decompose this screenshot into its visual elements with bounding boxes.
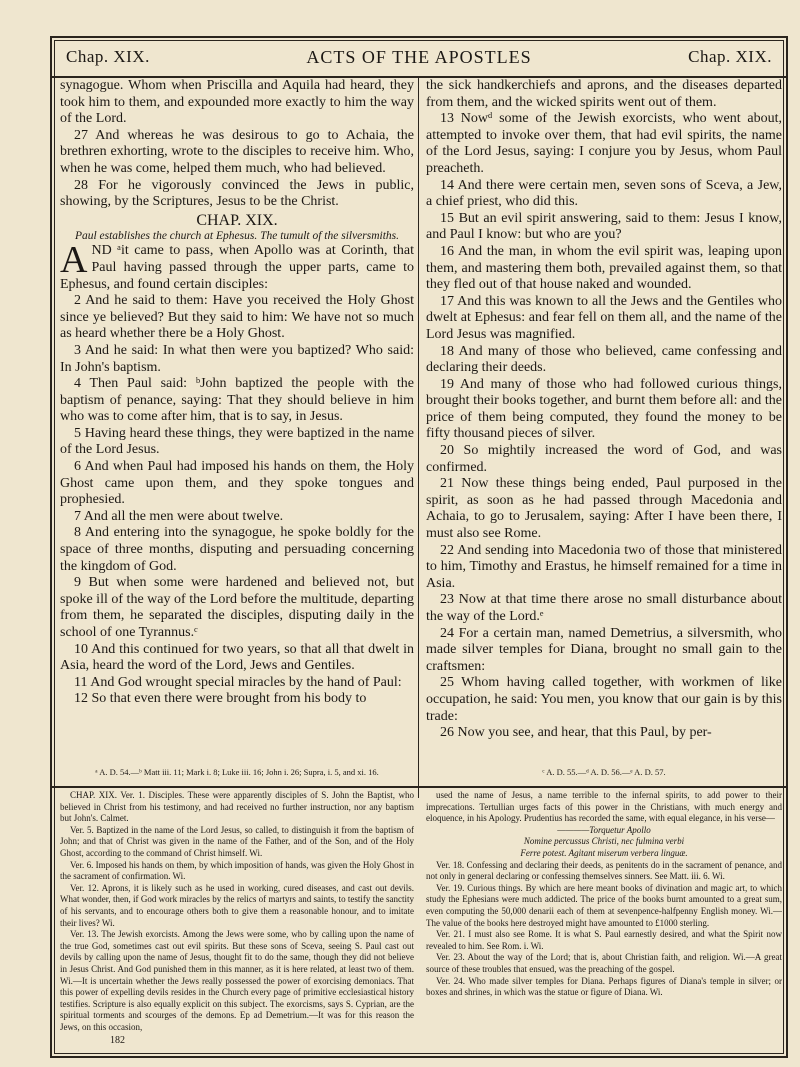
footnote-references-right: ᶜ A. D. 55.—ᵈ A. D. 56.—ᵉ A. D. 57. <box>542 767 666 777</box>
chapter-summary: Paul establishes the church at Ephesus. The tumult of the silversmiths. <box>74 230 400 243</box>
note: Ver. 12. Aprons, it is likely such as he used in working, cured diseases, and cast out devils. What wonder, then, if God work miracles by the relics of martyrs and saints, to testify the sanctity of his servants, and to encourage others both to give them a reasonable honour, and to imitate their lives? Wi. <box>60 882 414 928</box>
verse-14: 14 And there were certain men, seven sons of Sceva, a Jew, a chief priest, who did this. <box>426 177 782 210</box>
book-title: ACTS OF THE APOSTLES <box>306 46 532 67</box>
verse-13: 13 Nowᵈ some of the Jewish exorcists, who went about, attempted to invoke over them, that had evil spirits, the name of the Lord Jesus, saying: I conjure you by Jesus, whom Paul preacheth. <box>426 111 782 176</box>
verse-19: 19 And many of those who had followed curious things, brought their books together, and burnt them before all: and the price of them being computed, they found the money to be fifty thousand pieces of silver. <box>426 376 782 442</box>
commentary-left <box>60 790 414 1052</box>
verse-15: 15 But an evil spirit answering, said to them: Jesus I know, and Paul I know: but who are you? <box>426 210 782 243</box>
page-frame <box>50 36 788 1058</box>
footnote-references-left: ᵃ A. D. 54.—ᵇ Matt iii. 11; Mark i. 8; Luke iii. 16; John i. 26; Supra, i. 5, and xi. 16. <box>95 767 379 777</box>
note: Ver. 5. Baptized in the name of the Lord Jesus, so called, to distinguish it from the baptism of John; and that of Christ was given in the name of the Father, and of the Son, and of the Holy Ghost, according to the command of Christ himself. Wi. <box>60 824 414 858</box>
verse-24: 24 For a certain man, named Demetrius, a silversmith, who made silver temples for Diana, brought no small gain to the craftsmen: <box>426 625 782 674</box>
verse-quote: Ferre potest. Agitant miserum verbera linguæ. <box>520 847 688 858</box>
notes-divider <box>52 786 786 788</box>
verse-18: 18 And many of those who believed, came confessing and declaring their deeds. <box>426 343 782 376</box>
verse-4: 4 Then Paul said: ᵇJohn baptized the people with the baptism of penance, saying: That they should believe in him who was to come after him, that is to say, in Jesus. <box>60 376 414 425</box>
verse-28: 28 For he vigorously convinced the Jews in public, showing, by the Scriptures, Jesus to be the Christ. <box>60 177 414 210</box>
verse-12-continued: the sick handkerchiefs and aprons, and the diseases departed from them, and the wicked spirits went out of them. <box>426 78 782 110</box>
verse-quote: Nomine percussus Christi, nec fulmina verbi <box>523 836 685 847</box>
verse-11: 11 And God wrought special miracles by the hand of Paul: <box>74 674 402 690</box>
page-number: 182 <box>110 1035 125 1047</box>
verse-12: 12 So that even there were brought from his body to <box>74 691 367 707</box>
verse-1 <box>60 239 414 293</box>
verse-2: 2 And he said to them: Have you received the Holy Ghost since ye believed? But they said to him: We have not so much as heard whether there be a Holy Ghost. <box>60 293 414 342</box>
note: used the name of Jesus, a name terrible to the infernal spirits, to add power to their imprecations. Tertullian urges facts of this power in the Christians, with much energy and eloquence, in his Apology. Prudentius has recorded the same, with equal elegance, in his verse— <box>426 790 782 824</box>
verse-7: 7 And all the men were about twelve. <box>74 508 284 524</box>
drop-cap: A <box>60 239 88 282</box>
note: Ver. 19. Curious things. By which are here meant books of divination and magic art, to which study the Ephesians were much addicted. The price of the books burnt amounted to a great sum, even computing the 50,000 denarii each of them at sevenpence-halfpenny English money. Wi.—The value of the books here destroyed might have amounted to £1000 sterling. <box>426 882 782 928</box>
verse-text: synagogue. Whom when Priscilla and Aquila had heard, they took him to them, and expounded more exactly to him the way of the Lord. <box>60 78 414 127</box>
verse-26: 26 Now you see, and hear, that this Paul, by per- <box>440 725 712 741</box>
note: Ver. 24. Who made silver temples for Diana. Perhaps figures of Diana's temple in silver; or boxes and shrines, in which was the statue or figure of Diana. Wi. <box>426 975 782 998</box>
left-column <box>60 78 414 756</box>
running-header <box>52 38 786 78</box>
verse-27: 27 And whereas he was desirous to go to Achaia, the brethren exhorting, wrote to the disciples to receive him. Who, when he was come, helped them much, who had believed. <box>60 127 414 176</box>
note: Ver. 18. Confessing and declaring their deeds, as penitents do in the sacrament of penance, and not only in general declaring or confessing themselves sinners. See Matt. iii. 6. Wi. <box>426 859 782 882</box>
note: CHAP. XIX. Ver. 1. Disciples. These were apparently disciples of S. John the Baptist, who believed in Christ from his testimony, and had received no further instruction, nor any baptism but John's. Calmet. <box>60 790 414 824</box>
verse-9: 9 But when some were hardened and believed not, but spoke ill of the way of the Lord before the multitude, departing from them, he separated the disciples, disputing daily in the school of one Tyrannus.ᶜ <box>60 575 414 640</box>
verse-25: 25 Whom having called together, with workmen of like occupation, he said: You men, you know that our gain is by this trade: <box>426 675 782 724</box>
note: Ver. 6. Imposed his hands on them, by which imposition of hands, was given the Holy Ghost in the sacrament of confirmation. Wi. <box>60 859 414 882</box>
verse-23: 23 Now at that time there arose no small disturbance about the way of the Lord.ᵉ <box>426 592 782 624</box>
verse-17: 17 And this was known to all the Jews and the Gentiles who dwelt at Ephesus: and fear fell on them all, and the name of the Lord Jesus was magnified. <box>426 293 782 342</box>
verse-6: 6 And when Paul had imposed his hands on them, the Holy Ghost came upon them, and they spoke tongues and prophesied. <box>60 459 414 508</box>
verse-20: 20 So mightily increased the word of God, and was confirmed. <box>426 443 782 475</box>
verse-10: 10 And this continued for two years, so that all that dwelt in Asia, heard the word of the Lord, Jews and Gentiles. <box>60 641 414 674</box>
note: Ver. 13. The Jewish exorcists. Among the Jews were some, who by calling upon the name of the true God, sometimes cast out evil spirits. But these sons of Sceva, seeing S. Paul cast out devils by calling upon the name of Jesus, thought fit to do the same, though they did not believe in Jesus Christ. And God punished them in this manner, as it is here related, at least two of them. Wi.—It is uncertain whether the Jews really possessed the power of exorcising demoniacs. That this power of expelling devils resides in the Church every page of primitive ecclesiastical history testifies. Scripture is also equally explicit on this subject. The exorcisms, says S. Cyprian, are the spiritual torments and scourges of the demons. Ep ad Demetrium.—It was for this reason the Jews, on this occasion, <box>60 929 414 1032</box>
verse-8: 8 And entering into the synagogue, he spoke boldly for the space of three months, disputing and persuading concerning the kingdom of God. <box>60 525 414 574</box>
verse-21: 21 Now these things being ended, Paul purposed in the spirit, as soon as he had passed through Macedonia and Achaia, to go to Jerusalem, saying: After I have been there, I must also see Rome. <box>426 476 782 542</box>
commentary-right <box>426 790 782 1052</box>
verse-22: 22 And sending into Macedonia two of those that ministered to him, Timothy and Erastus, he himself remained for a time in Asia. <box>426 542 782 591</box>
verse-16: 16 And the man, in whom the evil spirit was, leaping upon them, and mastering them both, prevailed against them, so that they fled out of that house naked and wounded. <box>426 243 782 293</box>
header-chapter-left: Chap. XIX. <box>66 47 150 66</box>
column-divider <box>418 78 419 798</box>
right-column <box>426 78 782 756</box>
verse-quote: ————Torquetur Apollo <box>557 824 651 835</box>
note: Ver. 23. About the way of the Lord; that is, about Christian faith, and religion. Wi.—A great source of these troubles that ensued, was the preaching of the gospel. <box>426 952 782 974</box>
verse-5: 5 Having heard these things, they were baptized in the name of the Lord Jesus. <box>60 425 414 458</box>
header-chapter-right: Chap. XIX. <box>688 47 772 66</box>
chapter-heading: CHAP. XIX. <box>196 211 278 229</box>
verse-3: 3 And he said: In what then were you baptized? Who said: In John's baptism. <box>60 342 414 375</box>
verse-1-text: ND ᵃit came to pass, when Apollo was at Corinth, that Paul having passed through the upper parts, came to Ephesus, and found certain disciples: <box>60 243 414 292</box>
note: Ver. 21. I must also see Rome. It is what S. Paul earnestly desired, and what the Spirit now revealed to him. See Rom. i. Wi. <box>426 929 782 951</box>
